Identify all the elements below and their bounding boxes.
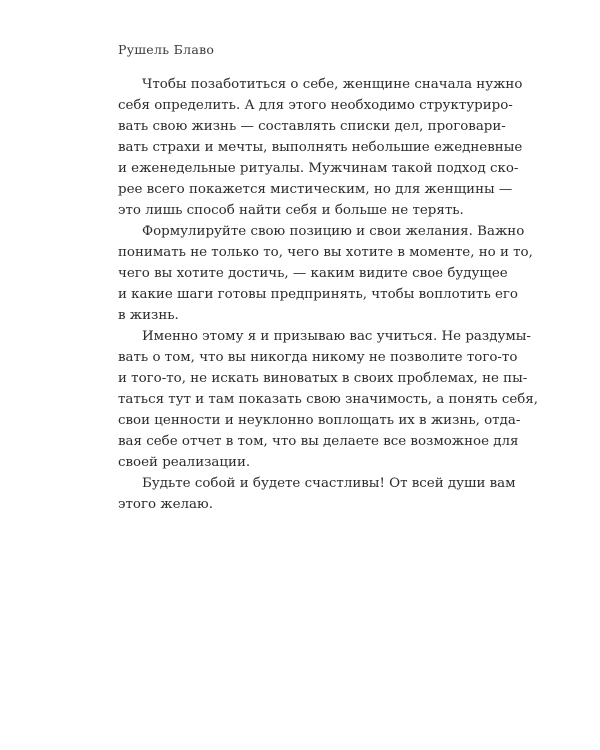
- paragraph-4: [118, 473, 516, 515]
- paragraph-2: [118, 221, 533, 326]
- text-line: себя определить. А для этого необходимо структуриро-: [118, 98, 513, 113]
- text-line: понимать не только то, чего вы хотите в моменте, но и то,: [118, 245, 533, 260]
- text-line: вая себе отчет в том, что вы делаете все возможное для: [118, 434, 519, 449]
- text-line: таться тут и там показать свою значимость, а понять себя,: [118, 392, 539, 407]
- text-line: вать свою жизнь — составлять списки дел, проговари-: [118, 119, 506, 134]
- text-line: и того-то, не искать виноватых в своих проблемах, не пы-: [118, 371, 528, 386]
- text-line: это лишь способ найти себя и больше не терять.: [118, 203, 464, 218]
- text-line: и еженедельные ритуалы. Мужчинам такой подход ско-: [118, 161, 519, 176]
- text-line: этого желаю.: [118, 497, 213, 512]
- text-line: свои ценности и неуклонно воплощать их в жизнь, отда-: [118, 413, 521, 428]
- paragraph-1: [118, 74, 523, 221]
- text-line: вать страхи и мечты, выполнять небольшие ежедневные: [118, 140, 523, 155]
- text-line: чего вы хотите достичь, — каким видите свое будущее: [118, 266, 508, 281]
- text-line: и какие шаги готовы предпринять, чтобы воплотить его: [118, 287, 518, 302]
- text-line: Будьте собой и будете счастливы! От всей души вам: [142, 476, 516, 491]
- text-line: Чтобы позаботиться о себе, женщине сначала нужно: [142, 77, 523, 92]
- text-line: вать о том, что вы никогда никому не позволите того-то: [118, 350, 518, 365]
- text-line: рее всего покажется мистическим, но для женщины —: [118, 182, 513, 197]
- text-line: Именно этому я и призываю вас учиться. Не раздумы-: [142, 329, 531, 344]
- body-text: [118, 74, 539, 515]
- paragraph-3: [118, 326, 539, 473]
- text-line: своей реализации.: [118, 455, 251, 470]
- running-head-author: Рушель Блаво: [118, 42, 215, 57]
- text-line: в жизнь.: [118, 308, 179, 323]
- text-line: Формулируйте свою позицию и свои желания. Важно: [142, 224, 525, 239]
